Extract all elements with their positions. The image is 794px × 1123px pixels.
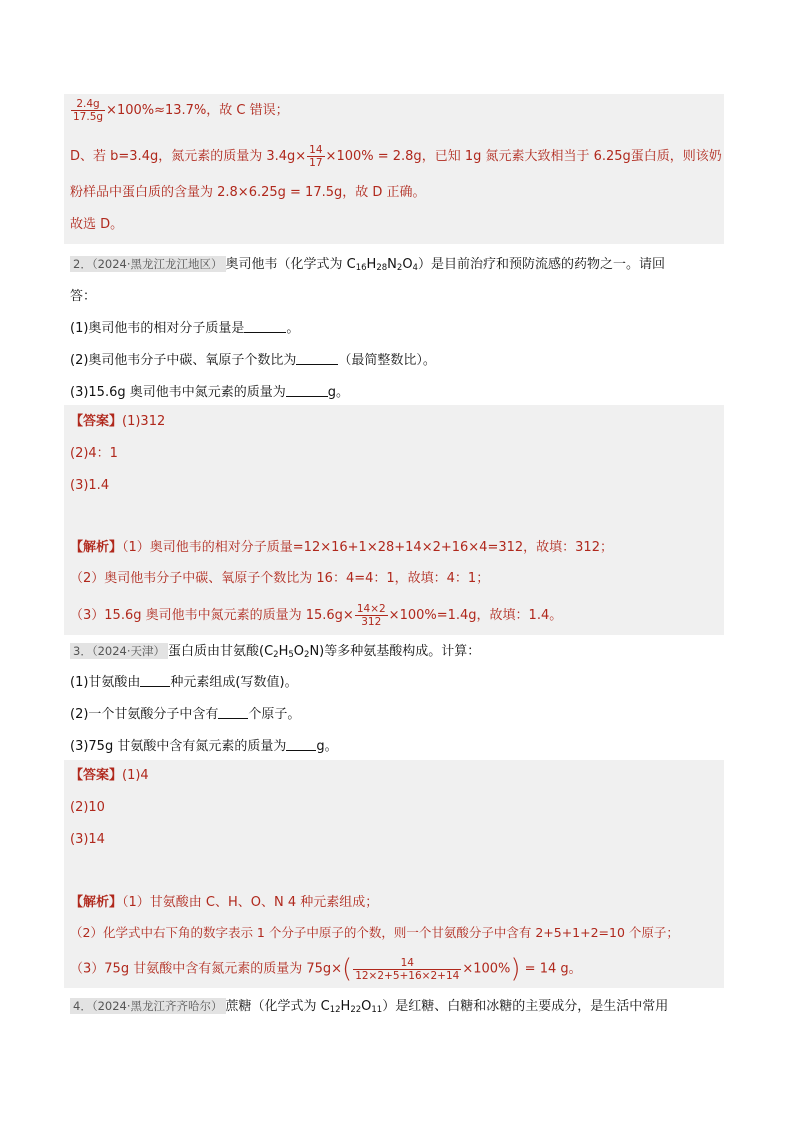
q2-item-2: (2)奥司他韦分子中碳、氧原子个数比为 （最简整数比）。 xyxy=(70,353,436,368)
q3-answer-1: 【答案】(1)4 xyxy=(70,768,149,783)
q4-source-tag: 4．（2024·黑龙江齐齐哈尔） xyxy=(70,998,226,1014)
q3-answer-2: (2)10 xyxy=(70,800,105,815)
q2-item-1: (1)奥司他韦的相对分子质量是 。 xyxy=(70,321,300,336)
solution-d-line-2: 粉样品中蛋白质的含量为 2.8×6.25g = 17.5g，故 D 正确。 xyxy=(70,185,426,200)
q3-answer-3: (3)14 xyxy=(70,832,105,847)
solution-d-line-1: D、若 b=3.4g，氮元素的质量为 3.4g× $\frac{14}{17}$ ×100% = 2.8g，已知 1g 氮元素大致相当于 6.25g蛋白质，则该奶 xyxy=(70,144,722,169)
q2-source-tag: 2．（2024·黑龙江龙江地区） xyxy=(70,256,226,272)
q2-stem-cont: 答： xyxy=(70,289,97,304)
q2-answer-1: 【答案】(1)312 xyxy=(70,414,166,429)
q2-answer-block xyxy=(64,405,724,635)
answer-blank xyxy=(140,674,170,687)
solution-choice: 故选 D。 xyxy=(70,217,124,232)
fraction: $\frac{14}{17}$ xyxy=(309,144,323,169)
paren: ( xyxy=(342,954,353,984)
answer-blank xyxy=(296,352,338,365)
q2-answer-3: (3)1.4 xyxy=(70,478,110,493)
paren: ) xyxy=(510,954,521,984)
q3-item-1: (1)甘氨酸由 种元素组成(写数值)。 xyxy=(70,675,298,690)
q2-analysis-2: （2）奥司他韦分子中碳、氧原子个数比为 16：4=4：1，故填：4：1； xyxy=(70,571,490,586)
q2-item-3: (3)15.6g 奥司他韦中氮元素的质量为 g。 xyxy=(70,385,350,400)
q2-analysis-3: （3）15.6g 奥司他韦中氮元素的质量为 15.6g× $\frac{14\times 2}{312}$ ×100%=1.4g，故填：1.4。 xyxy=(70,603,563,628)
q3-item-3: (3)75g 甘氨酸中含有氮元素的质量为 g。 xyxy=(70,739,338,754)
solution-c-line: $\frac{2.4g}{17.5g}$ ×100%≈13.7%，故 C 错误； xyxy=(73,98,289,123)
fraction: $\frac{2.4g}{17.5g}$ xyxy=(73,98,104,123)
q2-answer-2: (2)4：1 xyxy=(70,446,118,461)
q4-stem: 4．（2024·黑龙江齐齐哈尔） 蔗糖（化学式为 $C_{12}H_{22}O_{11}$）是红糖、白糖和冰糖的主要成分，是生活中常用 xyxy=(70,996,668,1020)
q2-stem: 2．（2024·黑龙江龙江地区） 奥司他韦（化学式为 $C_{16}H_{28}N_2O_4$）是目前治疗和预防流感的药物之一。请回 xyxy=(70,254,665,278)
answer-blank xyxy=(286,384,328,397)
answer-blank xyxy=(244,320,286,333)
q3-analysis-3: （3）75g 甘氨酸中含有氮元素的质量为 75g×( $\frac{14}{12\times 2+5+16\times 2+14}$ ×100%) = 14 g。 xyxy=(70,954,582,984)
q3-source-tag: 3．（2024·天津） xyxy=(70,643,168,659)
q3-stem: 3．（2024·天津） 蛋白质由甘氨酸$(C_2H_5O_2N)$等多种氨基酸构成。计算： xyxy=(70,641,480,665)
fraction: $\frac{14\times 2}{312}$ xyxy=(356,603,386,628)
q3-analysis-2: （2）化学式中右下角的数字表示 1 个分子中原子的个数，则一个甘氨酸分子中含有 2+5+1+2=10 个原子； xyxy=(70,925,679,940)
fraction: $\frac{14}{12\times 2+5+16\times 2+14}$ xyxy=(355,956,460,982)
q3-item-2: (2)一个甘氨酸分子中含有 个原子。 xyxy=(70,707,301,722)
answer-blank xyxy=(286,738,316,751)
q3-answer-block xyxy=(64,760,724,988)
q2-analysis-1: 【解析】（1）奥司他韦的相对分子质量=12×16+1×28+14×2+16×4=312，故填：312； xyxy=(70,540,613,555)
q3-analysis-1: 【解析】（1）甘氨酸由 C、H、O、N 4 种元素组成； xyxy=(70,895,379,910)
answer-blank xyxy=(218,706,248,719)
